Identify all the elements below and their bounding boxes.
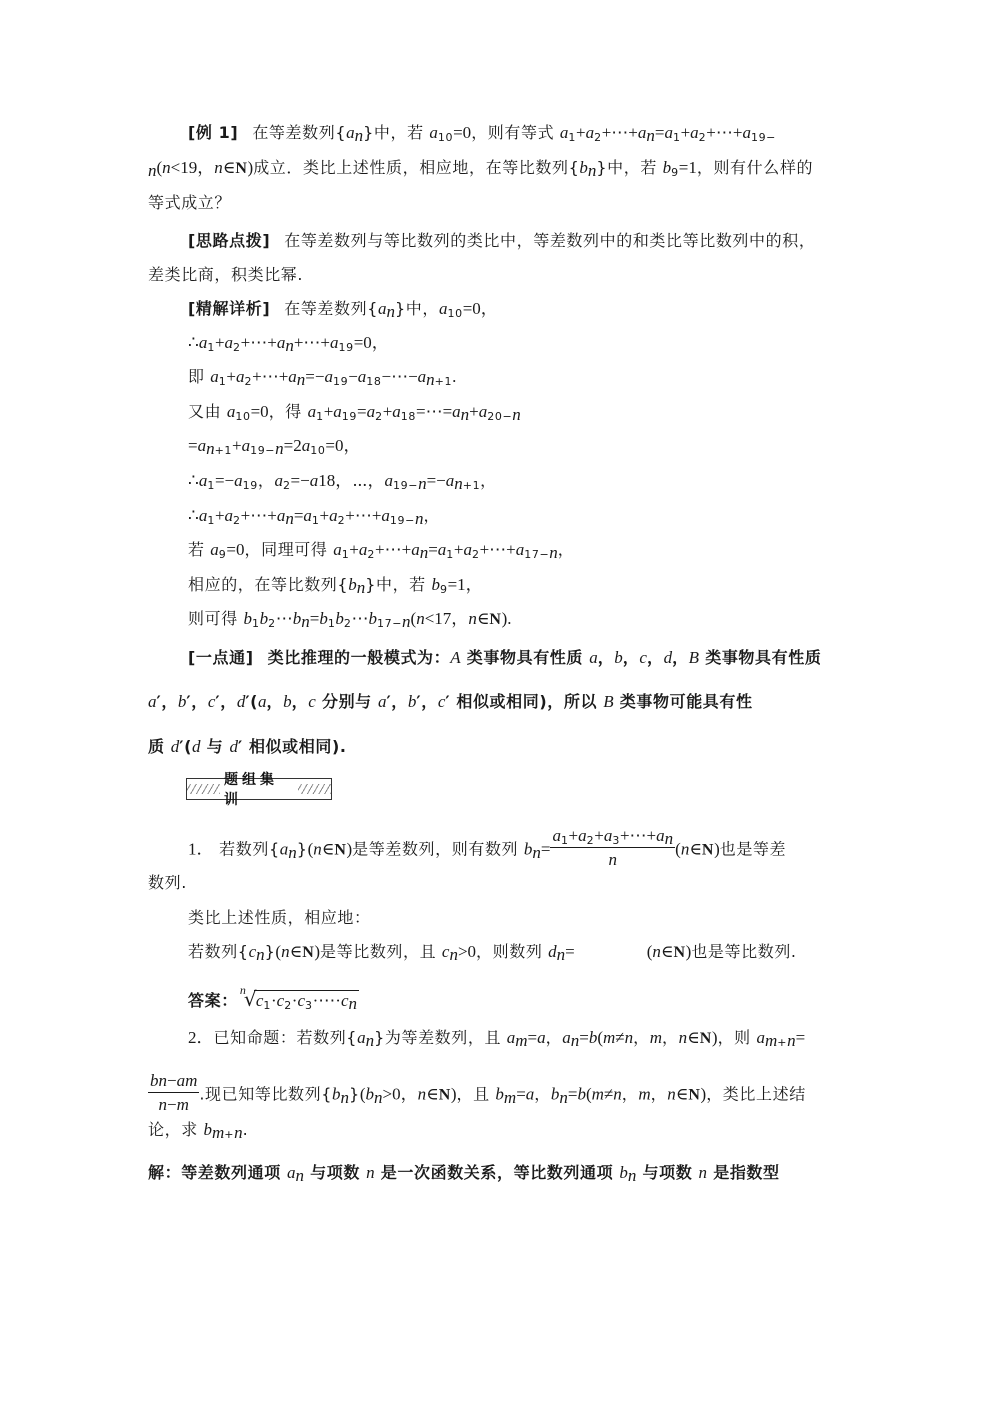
example1-line1: [例 1] 在等差数列$\{a_n\}$中，若 $a_{10}=0$，则有等式 $a_1+a_2+\cdots+a_n=a_1+a_2+\cdots+a_{19-}$ (188, 123, 776, 145)
solution-line1: [精解详析] 在等差数列$\{a_n\}$中，$a_{10}=0$， (188, 299, 498, 321)
exercise2-line1: 2．已知命题：若数列$\{a_n\}$为等差数列，且 $a_m=a$，$a_n=b(m\ne n$，m，n∈N)，则 $a_{m+n}=$ (188, 1028, 806, 1050)
solution-line4: 又由 $a_{10}=0$，得 $a_1+a_{19}=a_2+a_{18}=\cdots=a_n+a_{20-n}$ (188, 402, 521, 424)
solution-line9: 相应的，在等比数列$\{b_n\}$中，若 $b_9=1$， (188, 575, 483, 597)
hint-line1 (188, 231, 815, 251)
solution-line10: 则可得 $b_1b_2\cdots b_n=b_1b_2\cdots b_{17-n}(n<17$，n∈N). (188, 609, 512, 631)
fraction-am-n: $\frac{bn-am}{n-m}$ (150, 1071, 198, 1114)
example1-line2: $_n$(n<19，n∈N)成立．类比上述性质，相应地，在等比数列$\{b_n\}$中，若 $b_9=1$，则有什么样的 (148, 158, 814, 180)
exercise1-line4: 若数列$\{c_n\}(n\in N)$是等比数列，且 $c_n>0$，则数列 $d_n=$ (n∈N)也是等比数列. (188, 942, 797, 964)
example1-tag: [例 1] (188, 123, 239, 142)
exercise1-line1: 1． 若数列$\{a_n\}(n\in N)$是等差数列，则有数列 $b_n=$ $\frac{a_1+a_2+a_3+\cdots+a_n}{n}$ (n∈N)也是等差 (188, 826, 787, 869)
exercise2-line2: $\frac{bn-am}{n-m}$ .现已知等比数列$\{b_n\}(b_n>0$，n∈N)，且 $b_m=a$，$b_n=b(m\ne n$，m，n∈N)，类比上述结 (150, 1071, 806, 1114)
fraction-bn: $\frac{a_1+a_2+a_3+\cdots+a_n}{n}$ (552, 826, 674, 869)
exercise1-answer (188, 983, 359, 1013)
solution-line7: $\therefore a_1+a_2+\cdots+a_n=a_1+a_2+\cdots+a_{19-n}$， (188, 506, 441, 528)
solution-tag: [精解详析] (188, 299, 271, 318)
hint-text: 在等差数列与等比数列的类比中，等差数列中的和类比等比数列中的积， (284, 231, 816, 250)
tip-line2: a′，b′，c′，d′(a，b，c 分别与 a′，b′，c′ 相似或相同)，所以 B 类事物可能具有性 (148, 692, 753, 711)
tip-line3: 质 d′(d 与 d′ 相似或相同). (148, 737, 347, 756)
exercise2-solution: 解：等差数列通项 $a_n$ 与项数 n 是一次函数关系，等比数列通项 $b_n$ 与项数 n 是指数型 (148, 1163, 780, 1185)
exercise2-number: 2． (188, 1028, 214, 1047)
solution-line6: $\therefore a_1=-a_{19}$，$a_2=-a18$，⋯，$a_{19-n}=-a_{n+1}$， (188, 471, 497, 493)
solution-line5: $=a_{n+1}+a_{19-n}=2a_{10}=0$， (188, 436, 361, 458)
hint-tag: [思路点拨] (188, 231, 271, 250)
exercise2-line3: 论，求 $b_{m+n}$. (148, 1120, 249, 1142)
nth-root-expression: n √ $c_1\cdot c_2\cdot c_3\cdot\cdots\cdot c_n$ (239, 983, 357, 1013)
section-banner (186, 772, 332, 808)
solution-line8: 若 $a_9=0$，同理可得 $a_1+a_2+\cdots+a_n=a_1+a_2+\cdots+a_{17-n}$， (188, 540, 575, 562)
hint-line2: 差类比商，积类比幂. (148, 265, 304, 284)
exercise1-line2: 数列. (148, 873, 187, 892)
solution-line3: 即 $a_1+a_2+\cdots+a_n=-a_{19}-a_{18}-\cdots-a_{n+1}$. (188, 367, 457, 389)
solution-label: 解： (148, 1163, 182, 1182)
exercise1-number: 1． (188, 839, 214, 859)
tip-tag: [一点通] (188, 648, 254, 667)
solution-line2: $\therefore a_1+a_2+\cdots+a_n+\cdots+a_{19}=0$， (188, 333, 389, 355)
tip-line1: [一点通] 类比推理的一般模式为：A 类事物具有性质 a，b，c，d，B 类事物具有性质 (188, 648, 822, 667)
exercise1-line3: 类比上述性质，相应地： (188, 908, 371, 927)
hatch-decoration-right (298, 784, 331, 794)
section-banner-label: 题组集训 (224, 772, 279, 808)
example1-line3: 等式成立？ (148, 193, 232, 212)
hatch-decoration-left (187, 784, 220, 794)
answer-label: 答案： (188, 991, 238, 1010)
